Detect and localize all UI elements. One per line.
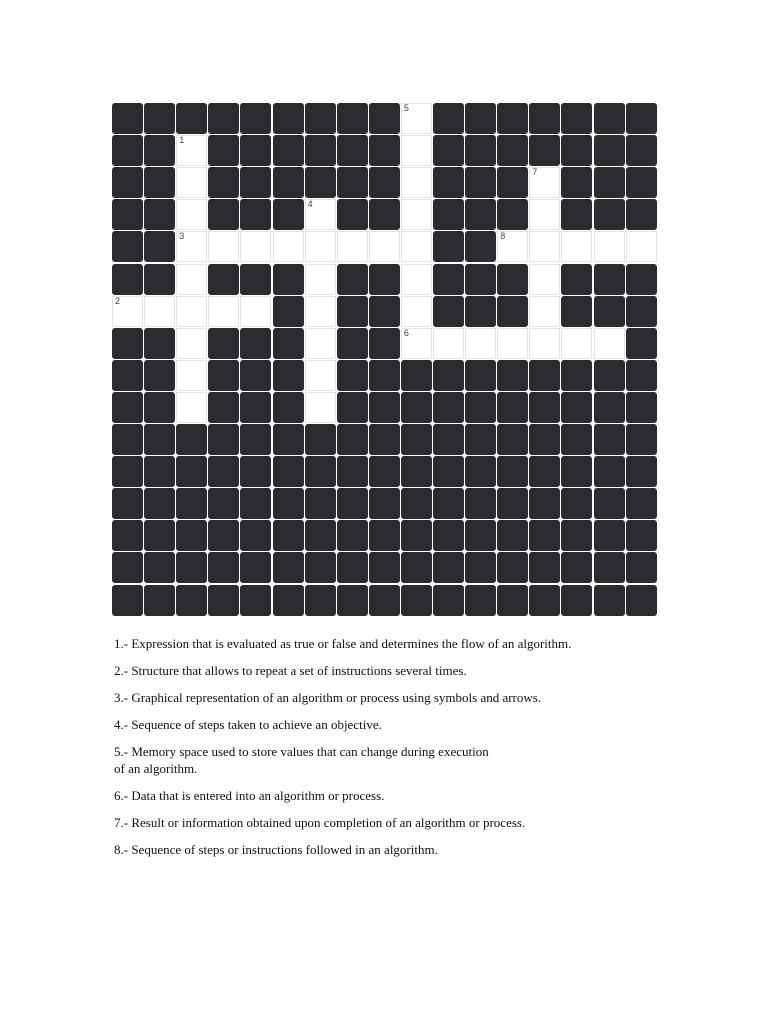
grid-cell-blocked [176, 552, 207, 583]
grid-cell-blocked [433, 392, 464, 423]
grid-cell-blocked [401, 456, 432, 487]
grid-cell-blocked [112, 360, 143, 391]
grid-cell-blocked [497, 520, 528, 551]
grid-cell-blocked [240, 552, 271, 583]
grid-cell-open[interactable] [305, 264, 336, 295]
grid-cell-open[interactable] [401, 199, 432, 230]
clue-number: 6 [403, 327, 409, 338]
grid-cell-blocked [208, 167, 239, 198]
clue-5: 5.- Memory space used to store values that can change during execution of an algorithm. [114, 744, 489, 776]
grid-cell-blocked [305, 552, 336, 583]
grid-cell-blocked [273, 552, 304, 583]
grid-cell-blocked [208, 424, 239, 455]
grid-cell-blocked [465, 231, 496, 262]
grid-cell-open[interactable] [497, 231, 528, 262]
grid-cell-blocked [144, 135, 175, 166]
grid-cell-blocked [305, 167, 336, 198]
clue-8: 8.- Sequence of steps or instructions followed in an algorithm. [114, 842, 438, 857]
grid-cell-blocked [176, 103, 207, 134]
grid-cell-blocked [433, 552, 464, 583]
grid-cell-blocked [369, 488, 400, 519]
grid-cell-blocked [369, 424, 400, 455]
grid-cell-blocked [626, 199, 657, 230]
grid-cell-open[interactable] [240, 231, 271, 262]
clue-number: 7 [532, 167, 538, 178]
grid-cell-blocked [561, 392, 592, 423]
grid-cell-blocked [273, 135, 304, 166]
clue-number: 4 [307, 199, 313, 210]
grid-cell-blocked [433, 360, 464, 391]
grid-cell-blocked [626, 424, 657, 455]
grid-cell-blocked [337, 552, 368, 583]
clue-number: 5 [403, 103, 409, 113]
grid-cell-blocked [240, 328, 271, 359]
grid-cell-blocked [144, 585, 175, 616]
grid-cell-open[interactable] [401, 135, 432, 166]
grid-cell-blocked [273, 456, 304, 487]
grid-cell-blocked [305, 488, 336, 519]
grid-cell-blocked [594, 103, 625, 134]
grid-cell-open[interactable] [176, 199, 207, 230]
grid-cell-blocked [433, 103, 464, 134]
grid-cell-blocked [240, 264, 271, 295]
grid-cell-open[interactable] [369, 231, 400, 262]
grid-cell-open[interactable] [208, 231, 239, 262]
grid-cell-blocked [465, 424, 496, 455]
grid-cell-open[interactable] [144, 296, 175, 327]
grid-cell-blocked [594, 552, 625, 583]
grid-cell-blocked [337, 135, 368, 166]
grid-cell-blocked [401, 360, 432, 391]
grid-cell-blocked [497, 585, 528, 616]
grid-cell-open[interactable] [176, 167, 207, 198]
grid-cell-blocked [594, 199, 625, 230]
grid-cell-blocked [337, 520, 368, 551]
grid-cell-blocked [561, 199, 592, 230]
grid-cell-blocked [337, 424, 368, 455]
grid-cell-open[interactable] [561, 231, 592, 262]
grid-cell-blocked [465, 520, 496, 551]
grid-cell-blocked [112, 199, 143, 230]
grid-cell-blocked [305, 103, 336, 134]
grid-cell-blocked [112, 328, 143, 359]
grid-cell-blocked [401, 585, 432, 616]
grid-cell-open[interactable] [240, 296, 271, 327]
grid-cell-blocked [594, 167, 625, 198]
grid-cell-blocked [273, 328, 304, 359]
grid-cell-blocked [273, 167, 304, 198]
grid-cell-blocked [112, 167, 143, 198]
grid-cell-blocked [273, 296, 304, 327]
grid-cell-blocked [240, 424, 271, 455]
grid-cell-blocked [112, 488, 143, 519]
clue-3: 3.- Graphical representation of an algorithm or process using symbols and arrows. [114, 690, 542, 705]
grid-cell-blocked [112, 520, 143, 551]
grid-cell-blocked [465, 296, 496, 327]
grid-cell-blocked [433, 135, 464, 166]
grid-cell-open[interactable] [497, 328, 528, 359]
grid-cell-blocked [465, 552, 496, 583]
grid-cell-blocked [112, 456, 143, 487]
grid-cell-blocked [433, 167, 464, 198]
grid-cell-blocked [497, 552, 528, 583]
grid-cell-blocked [144, 103, 175, 134]
grid-cell-open[interactable] [561, 328, 592, 359]
grid-cell-blocked [144, 392, 175, 423]
grid-cell-blocked [112, 424, 143, 455]
grid-cell-blocked [433, 488, 464, 519]
grid-cell-blocked [433, 520, 464, 551]
grid-cell-blocked [529, 392, 560, 423]
grid-cell-blocked [240, 199, 271, 230]
grid-cell-blocked [497, 456, 528, 487]
grid-cell-blocked [112, 392, 143, 423]
clue-number: 1 [179, 135, 185, 146]
grid-cell-blocked [176, 585, 207, 616]
grid-cell-blocked [465, 585, 496, 616]
grid-cell-blocked [208, 328, 239, 359]
grid-cell-blocked [561, 585, 592, 616]
grid-cell-blocked [529, 585, 560, 616]
grid-cell-open[interactable] [176, 296, 207, 327]
grid-cell-open[interactable] [305, 392, 336, 423]
grid-cell-blocked [594, 424, 625, 455]
grid-cell-blocked [112, 135, 143, 166]
grid-cell-blocked [144, 520, 175, 551]
grid-cell-blocked [112, 552, 143, 583]
grid-cell-blocked [626, 360, 657, 391]
grid-cell-blocked [305, 520, 336, 551]
grid-cell-blocked [465, 135, 496, 166]
grid-cell-blocked [112, 585, 143, 616]
grid-cell-blocked [497, 264, 528, 295]
grid-cell-open[interactable] [176, 264, 207, 295]
grid-cell-blocked [529, 103, 560, 134]
grid-cell-blocked [369, 199, 400, 230]
grid-cell-blocked [112, 103, 143, 134]
grid-cell-blocked [240, 585, 271, 616]
grid-cell-blocked [337, 488, 368, 519]
grid-cell-blocked [561, 456, 592, 487]
grid-cell-blocked [273, 199, 304, 230]
grid-cell-blocked [561, 264, 592, 295]
grid-cell-blocked [240, 360, 271, 391]
grid-cell-blocked [240, 488, 271, 519]
grid-cell-blocked [208, 585, 239, 616]
grid-cell-blocked [144, 456, 175, 487]
grid-cell-blocked [208, 488, 239, 519]
clue-number: 2 [115, 295, 121, 306]
grid-cell-open[interactable] [176, 231, 207, 262]
grid-cell-blocked [144, 424, 175, 455]
grid-cell-blocked [497, 392, 528, 423]
grid-cell-blocked [561, 520, 592, 551]
grid-cell-open[interactable] [112, 296, 143, 327]
grid-cell-blocked [497, 167, 528, 198]
grid-cell-blocked [626, 488, 657, 519]
grid-cell-open[interactable] [594, 328, 625, 359]
grid-cell-blocked [337, 456, 368, 487]
grid-cell-blocked [529, 520, 560, 551]
grid-cell-blocked [497, 103, 528, 134]
grid-cell-blocked [497, 360, 528, 391]
grid-cell-blocked [497, 424, 528, 455]
grid-cell-open[interactable] [176, 135, 207, 166]
clue-number: 3 [179, 231, 185, 242]
grid-cell-blocked [529, 456, 560, 487]
grid-cell-blocked [561, 424, 592, 455]
grid-cell-blocked [465, 167, 496, 198]
grid-cell-open[interactable] [529, 328, 560, 359]
grid-cell-blocked [626, 264, 657, 295]
clue-2: 2.- Structure that allows to repeat a set of instructions several times. [114, 663, 467, 678]
grid-cell-blocked [369, 552, 400, 583]
grid-cell-blocked [465, 392, 496, 423]
grid-cell-open[interactable] [176, 360, 207, 391]
grid-cell-blocked [208, 392, 239, 423]
grid-cell-blocked [433, 199, 464, 230]
grid-cell-blocked [273, 103, 304, 134]
grid-cell-blocked [305, 424, 336, 455]
grid-cell-blocked [337, 264, 368, 295]
grid-cell-blocked [337, 585, 368, 616]
grid-cell-open[interactable] [433, 328, 464, 359]
grid-cell-blocked [176, 456, 207, 487]
grid-cell-blocked [497, 199, 528, 230]
grid-cell-blocked [433, 585, 464, 616]
grid-cell-blocked [594, 520, 625, 551]
grid-cell-blocked [626, 103, 657, 134]
grid-cell-blocked [240, 135, 271, 166]
clue-4: 4.- Sequence of steps taken to achieve an objective. [114, 717, 382, 732]
grid-cell-open[interactable] [305, 296, 336, 327]
grid-cell-blocked [626, 456, 657, 487]
grid-cell-blocked [626, 135, 657, 166]
grid-cell-open[interactable] [305, 360, 336, 391]
grid-cell-blocked [176, 520, 207, 551]
grid-cell-blocked [626, 296, 657, 327]
grid-cell-blocked [144, 231, 175, 262]
grid-cell-blocked [240, 520, 271, 551]
grid-cell-open[interactable] [626, 231, 657, 262]
grid-cell-blocked [176, 424, 207, 455]
grid-cell-blocked [337, 328, 368, 359]
grid-cell-blocked [240, 167, 271, 198]
grid-cell-blocked [561, 360, 592, 391]
grid-cell-blocked [273, 424, 304, 455]
grid-cell-blocked [305, 585, 336, 616]
grid-cell-blocked [208, 264, 239, 295]
grid-cell-open[interactable] [305, 231, 336, 262]
grid-cell-blocked [273, 585, 304, 616]
grid-cell-blocked [433, 231, 464, 262]
grid-cell-blocked [626, 328, 657, 359]
grid-cell-blocked [208, 103, 239, 134]
grid-cell-open[interactable] [529, 199, 560, 230]
clue-7: 7.- Result or information obtained upon completion of an algorithm or process. [114, 815, 526, 830]
grid-cell-blocked [529, 488, 560, 519]
grid-cell-open[interactable] [529, 231, 560, 262]
grid-cell-blocked [433, 264, 464, 295]
grid-cell-open[interactable] [465, 328, 496, 359]
grid-cell-blocked [240, 456, 271, 487]
grid-cell-blocked [594, 135, 625, 166]
grid-cell-blocked [401, 552, 432, 583]
grid-cell-blocked [561, 103, 592, 134]
grid-cell-blocked [561, 296, 592, 327]
grid-cell-open[interactable] [176, 392, 207, 423]
grid-cell-blocked [176, 488, 207, 519]
grid-cell-blocked [305, 135, 336, 166]
grid-cell-blocked [369, 264, 400, 295]
grid-cell-blocked [497, 488, 528, 519]
grid-cell-open[interactable] [401, 231, 432, 262]
grid-cell-blocked [144, 328, 175, 359]
grid-cell-open[interactable] [529, 296, 560, 327]
grid-cell-blocked [401, 392, 432, 423]
grid-cell-blocked [273, 264, 304, 295]
grid-cell-blocked [465, 199, 496, 230]
grid-cell-blocked [273, 360, 304, 391]
grid-cell-blocked [369, 392, 400, 423]
grid-cell-blocked [465, 264, 496, 295]
grid-cell-blocked [208, 135, 239, 166]
grid-cell-blocked [305, 456, 336, 487]
grid-cell-blocked [465, 103, 496, 134]
grid-cell-blocked [144, 488, 175, 519]
grid-cell-blocked [561, 135, 592, 166]
grid-cell-blocked [497, 296, 528, 327]
grid-cell-blocked [561, 552, 592, 583]
grid-cell-blocked [561, 488, 592, 519]
grid-cell-blocked [337, 360, 368, 391]
grid-cell-blocked [337, 199, 368, 230]
grid-cell-blocked [144, 360, 175, 391]
grid-cell-blocked [273, 520, 304, 551]
grid-cell-blocked [401, 520, 432, 551]
grid-cell-blocked [465, 488, 496, 519]
grid-cell-blocked [208, 456, 239, 487]
crossword-grid [112, 103, 659, 609]
grid-cell-open[interactable] [176, 328, 207, 359]
grid-cell-blocked [144, 199, 175, 230]
grid-cell-open[interactable] [208, 296, 239, 327]
grid-cell-blocked [112, 231, 143, 262]
grid-cell-blocked [273, 392, 304, 423]
grid-cell-blocked [594, 360, 625, 391]
grid-cell-blocked [626, 392, 657, 423]
grid-cell-blocked [240, 392, 271, 423]
grid-cell-blocked [626, 585, 657, 616]
grid-cell-blocked [208, 520, 239, 551]
clue-list [114, 635, 674, 868]
grid-cell-blocked [369, 360, 400, 391]
grid-cell-blocked [433, 456, 464, 487]
grid-cell-blocked [497, 135, 528, 166]
grid-cell-blocked [337, 103, 368, 134]
grid-cell-blocked [337, 167, 368, 198]
grid-cell-open[interactable] [401, 167, 432, 198]
grid-cell-blocked [369, 103, 400, 134]
grid-cell-blocked [369, 296, 400, 327]
grid-cell-open[interactable] [401, 296, 432, 327]
grid-cell-blocked [626, 167, 657, 198]
grid-cell-blocked [626, 520, 657, 551]
grid-cell-open[interactable] [401, 264, 432, 295]
grid-cell-blocked [594, 456, 625, 487]
grid-cell-blocked [561, 167, 592, 198]
grid-cell-blocked [208, 360, 239, 391]
clue-1: 1.- Expression that is evaluated as true or false and determines the flow of an algorithm. [114, 636, 572, 651]
grid-cell-blocked [433, 424, 464, 455]
grid-cell-blocked [112, 264, 143, 295]
grid-cell-blocked [433, 296, 464, 327]
grid-cell-open[interactable] [594, 231, 625, 262]
grid-cell-blocked [594, 296, 625, 327]
grid-cell-blocked [369, 585, 400, 616]
grid-cell-open[interactable] [337, 231, 368, 262]
grid-cell-open[interactable] [401, 328, 432, 359]
grid-cell-blocked [465, 360, 496, 391]
grid-cell-blocked [594, 488, 625, 519]
grid-cell-blocked [208, 199, 239, 230]
clue-number: 8 [500, 231, 506, 242]
grid-cell-blocked [144, 264, 175, 295]
grid-cell-blocked [144, 552, 175, 583]
grid-cell-open[interactable] [529, 167, 560, 198]
grid-cell-blocked [144, 167, 175, 198]
grid-cell-open[interactable] [401, 103, 432, 134]
grid-cell-blocked [401, 488, 432, 519]
grid-cell-open[interactable] [273, 231, 304, 262]
grid-cell-blocked [401, 424, 432, 455]
grid-cell-blocked [626, 552, 657, 583]
grid-cell-blocked [369, 328, 400, 359]
grid-cell-blocked [529, 360, 560, 391]
grid-cell-blocked [337, 296, 368, 327]
grid-cell-blocked [369, 135, 400, 166]
grid-cell-blocked [529, 552, 560, 583]
clue-6: 6.- Data that is entered into an algorithm or process. [114, 788, 385, 803]
grid-cell-blocked [594, 585, 625, 616]
grid-cell-blocked [594, 264, 625, 295]
grid-cell-blocked [369, 456, 400, 487]
grid-cell-blocked [273, 488, 304, 519]
grid-cell-blocked [369, 167, 400, 198]
grid-cell-open[interactable] [305, 328, 336, 359]
grid-cell-open[interactable] [305, 199, 336, 230]
grid-cell-blocked [465, 456, 496, 487]
grid-cell-blocked [208, 552, 239, 583]
grid-cell-blocked [337, 392, 368, 423]
grid-cell-blocked [594, 392, 625, 423]
grid-cell-blocked [529, 424, 560, 455]
grid-cell-blocked [369, 520, 400, 551]
grid-cell-open[interactable] [529, 264, 560, 295]
grid-cell-blocked [240, 103, 271, 134]
grid-cell-blocked [529, 135, 560, 166]
